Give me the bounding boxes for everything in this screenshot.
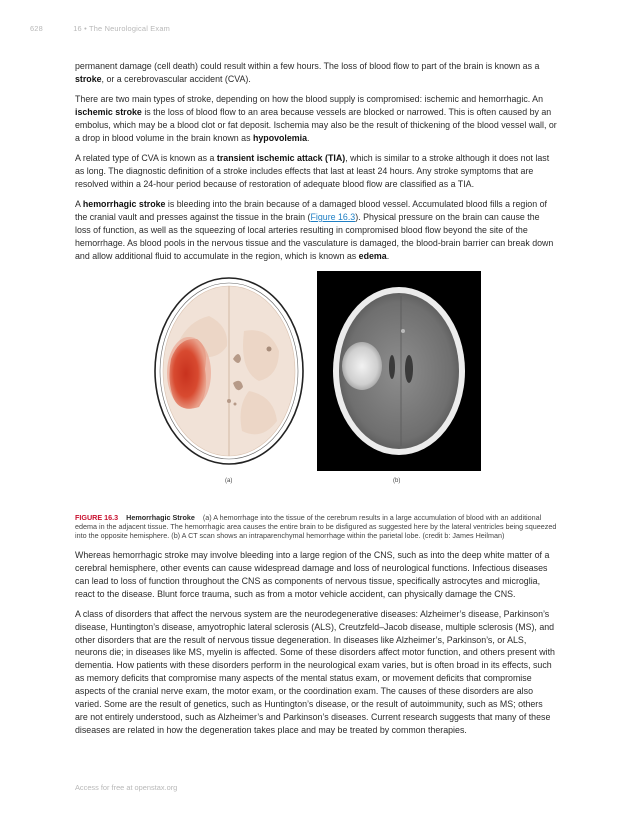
brain-illustration [149,271,309,471]
term-stroke: stroke [75,73,102,84]
figure-title: Hemorrhagic Stroke [126,512,195,522]
sub-label-a: (a) [225,477,233,484]
text-span: is bleeding into the brain because of a damaged blood vessel. Accumulated blood fills a region of the cranial vault and presses against the tissue in the brain ( [75,199,547,222]
figure-caption-text: (a) A hemorrhage into the tissue of the cerebrum results in a large accumulation of blood with an additional edema in the adjacent tissue. The hemorrhagic area causes the entire brain to be disfigured as suggested here by the lateral ventricles being squeezed into the opposite hemisphere. (b) A CT scan shows an intraparenchymal hemorrhage within the parietal lobe. (credit b: James Heilman) [75,512,557,541]
figure-16-3-link[interactable]: Figure 16.3 [310,211,356,222]
running-title: 16 • The Neurological Exam [73,24,170,33]
text-span: A related type of CVA is known as a [75,153,217,164]
paragraph-2 [75,93,557,145]
paragraph-6: A class of disorders that affect the nervous system are the neurodegenerative diseases: Alzheimer’s disease, Parkinson’s disease, Huntington’s disease, amyotrophic lateral sclerosis (ALS), Creutzfeld–Jacob disease, multiple sclerosis (MS), and other disorders that are the result of nervous tissue degeneration. In diseases like Alzheimer’s, Parkinson’s, or ALS, neurons die; in diseases like MS, myelin is affected. Some of these disorders affect motor function, and others present with dementia. How patients with these disorders perform in the neurological exam varies, but is often broad in its effects, such as memory deficits that compromise many aspects of the mental status exam, or movement deficits that compromise aspects of the cranial nerve exam, the motor exam, or the coordination exam. The causes of these disorders are also varied. Some are the result of genetics, such as Huntington’s disease, or the result of autoimmunity, such as MS; others are not entirely understood, such as Alzheimer’s and Parkinson’s diseases. Current research suggests that many of these diseases are related in how the degeneration takes place and may be treated by common therapies. [75,608,555,735]
paragraph-4 [75,198,557,263]
ct-scan-image [317,271,481,471]
paragraph-5: Whereas hemorrhagic stroke may involve bleeding into a large region of the CNS, such as into the deep white matter of a cerebral hemisphere, other events can cause widespread damage and loss of neurological functions. Infectious diseases can lead to loss of function throughout the CNS as components of nervous tissue, specifically astrocytes and microglia, react to the disease. Blunt force trauma, such as from a motor vehicle accident, can physically damage the CNS. [75,549,550,599]
text-span: . [386,250,390,261]
term-edema: edema [358,250,387,261]
text-span: There are two main types of stroke, depending on how the blood supply is compromised: ischemic and hemorrhagic. An [75,94,543,105]
term-hemorrhagic-stroke: hemorrhagic stroke [82,199,166,210]
paragraph-3 [75,152,557,191]
figure-16-3 [75,271,557,509]
footer: Access for free at openstax.org [75,783,178,792]
text-span: , or a cerebrovascular accident (CVA). [101,73,251,84]
text-span: A [75,199,83,210]
text-span: permanent damage (cell death) could result within a few hours. The loss of blood flow to part of the brain is known as a [75,61,540,71]
figure-caption [75,513,557,541]
sub-label-b: (b) [393,477,401,484]
figure-number: FIGURE 16.3 [75,512,119,522]
term-tia: transient ischemic attack (TIA) [216,153,346,164]
page-number: 628 [30,24,43,33]
term-ischemic-stroke: ischemic stroke [75,107,142,118]
body-text [75,60,557,744]
text-span: . [307,132,310,143]
paragraph-1 [75,60,557,86]
term-hypovolemia: hypovolemia [252,132,308,143]
running-head [30,24,170,33]
text-span: ). Physical pressure on the brain can cause the loss of function, as well as the squeezing of local arteries resulting in compromised blood flow beyond the site of the hemorrhage. As blood pools in the nervous tissue and the vasculature is damaged, the blood-brain barrier can break down and allow additional fluid to accumulate in the region, which is known as [75,211,554,261]
text-span: , which is similar to a stroke although it does not last as long. The diagnostic definition of a stroke includes effects that last at least 24 hours. Any stroke symptoms that are resolved within a 24-hour period because of restoration of adequate blood flow are classified as a TIA. [75,153,550,189]
text-span: is the loss of blood flow to an area because vessels are blocked or narrowed. This is often caused by an embolus, which may be a blood clot or fat deposit. Ischemia may also be the result of thickening of the blood vessel wall, or a drop in blood volume in the brain known as [75,107,557,143]
